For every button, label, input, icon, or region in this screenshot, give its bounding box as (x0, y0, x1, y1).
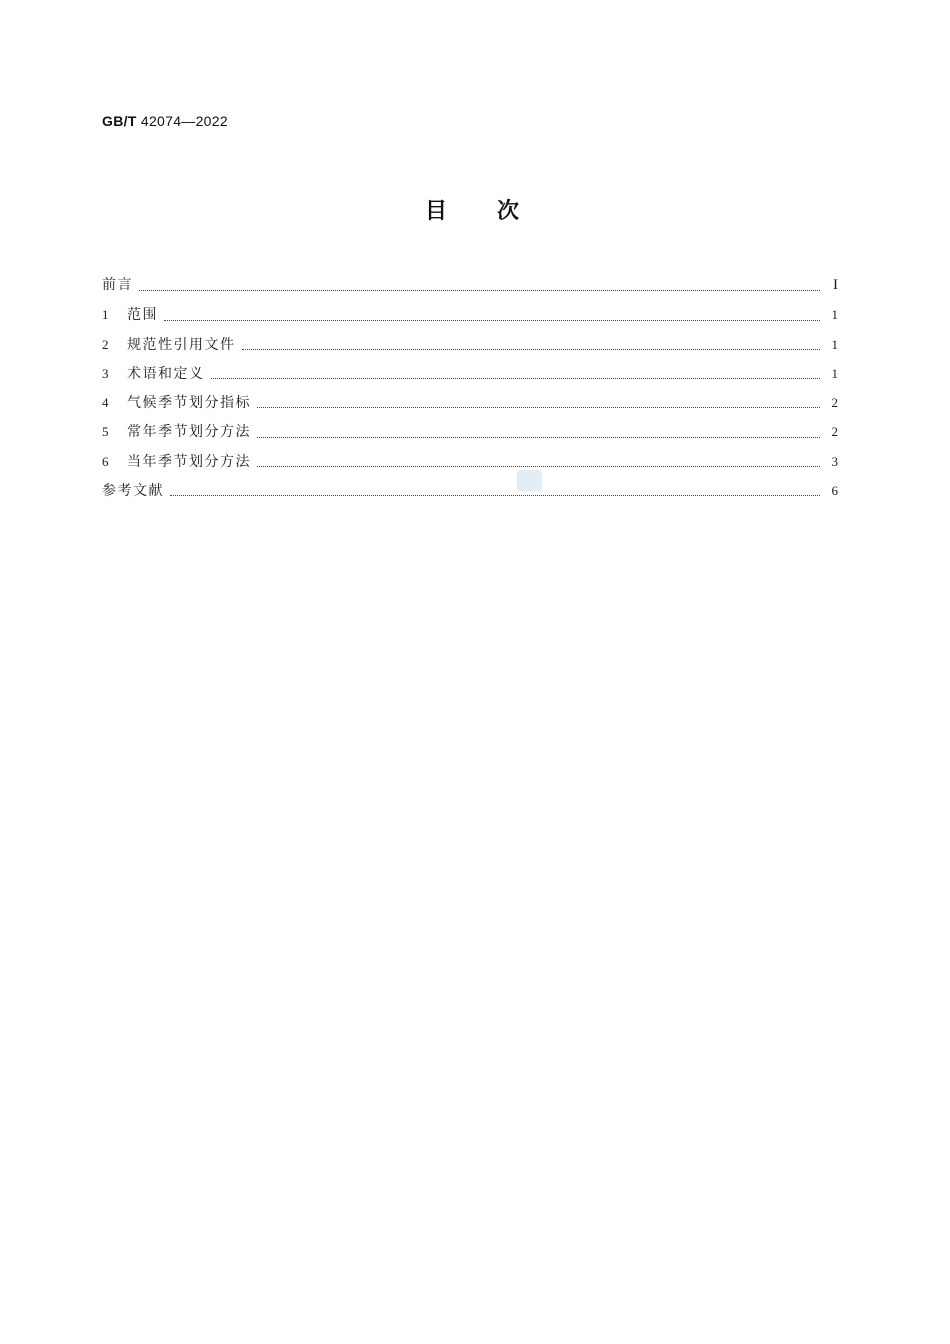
watermark-logo (517, 470, 542, 491)
toc-entry-label: 气候季节划分指标 (127, 395, 251, 412)
toc-entry-page: 2 (831, 395, 838, 411)
standard-number: 42074—2022 (140, 113, 228, 129)
toc-entry-page: 2 (831, 424, 838, 440)
toc-title: 目次 (424, 199, 569, 224)
toc-entry-3[interactable] (102, 359, 838, 388)
toc-entry-page: 1 (831, 307, 838, 323)
toc-entry-label: 术语和定义 (127, 365, 205, 382)
toc-entry-number: 3 (102, 365, 109, 381)
toc-entry-2[interactable] (102, 330, 838, 359)
toc-entry-label: 规范性引用文件 (127, 336, 236, 353)
toc-entry-label: 参考文献 (102, 483, 164, 500)
toc-entry-number: 5 (102, 424, 109, 440)
toc-entry-number: 1 (102, 307, 109, 323)
standard-prefix: GB/T (102, 113, 137, 129)
toc-entry-6[interactable] (102, 447, 838, 476)
dot-leader (170, 495, 820, 496)
toc-entry-label: 常年季节划分方法 (127, 424, 251, 441)
toc-entry-page: 6 (831, 483, 838, 499)
toc-entry-5[interactable] (102, 417, 838, 446)
dot-leader (257, 407, 820, 408)
toc-entry-label: 范围 (127, 307, 158, 324)
dot-leader (257, 466, 820, 467)
dot-leader (139, 290, 820, 291)
toc-entry-page: 1 (831, 336, 838, 352)
table-of-contents (102, 271, 838, 505)
toc-entry-bibliography[interactable] (102, 476, 838, 505)
dot-leader (164, 320, 820, 321)
toc-entry-page: 1 (831, 365, 838, 381)
dot-leader (242, 349, 821, 350)
toc-entry-4[interactable] (102, 388, 838, 417)
toc-entry-page: 3 (831, 453, 838, 469)
toc-entry-label: 当年季节划分方法 (127, 453, 251, 470)
toc-entry-label: 前言 (102, 277, 133, 293)
toc-entry-1[interactable] (102, 300, 838, 329)
toc-entry-page: I (833, 277, 838, 293)
dot-leader (257, 437, 820, 438)
toc-entry-number: 4 (102, 395, 109, 411)
toc-entry-number: 2 (102, 336, 109, 352)
toc-entry-number: 6 (102, 453, 109, 469)
dot-leader (211, 378, 821, 379)
toc-entry-foreword[interactable] (102, 271, 838, 300)
standard-code (102, 113, 228, 129)
